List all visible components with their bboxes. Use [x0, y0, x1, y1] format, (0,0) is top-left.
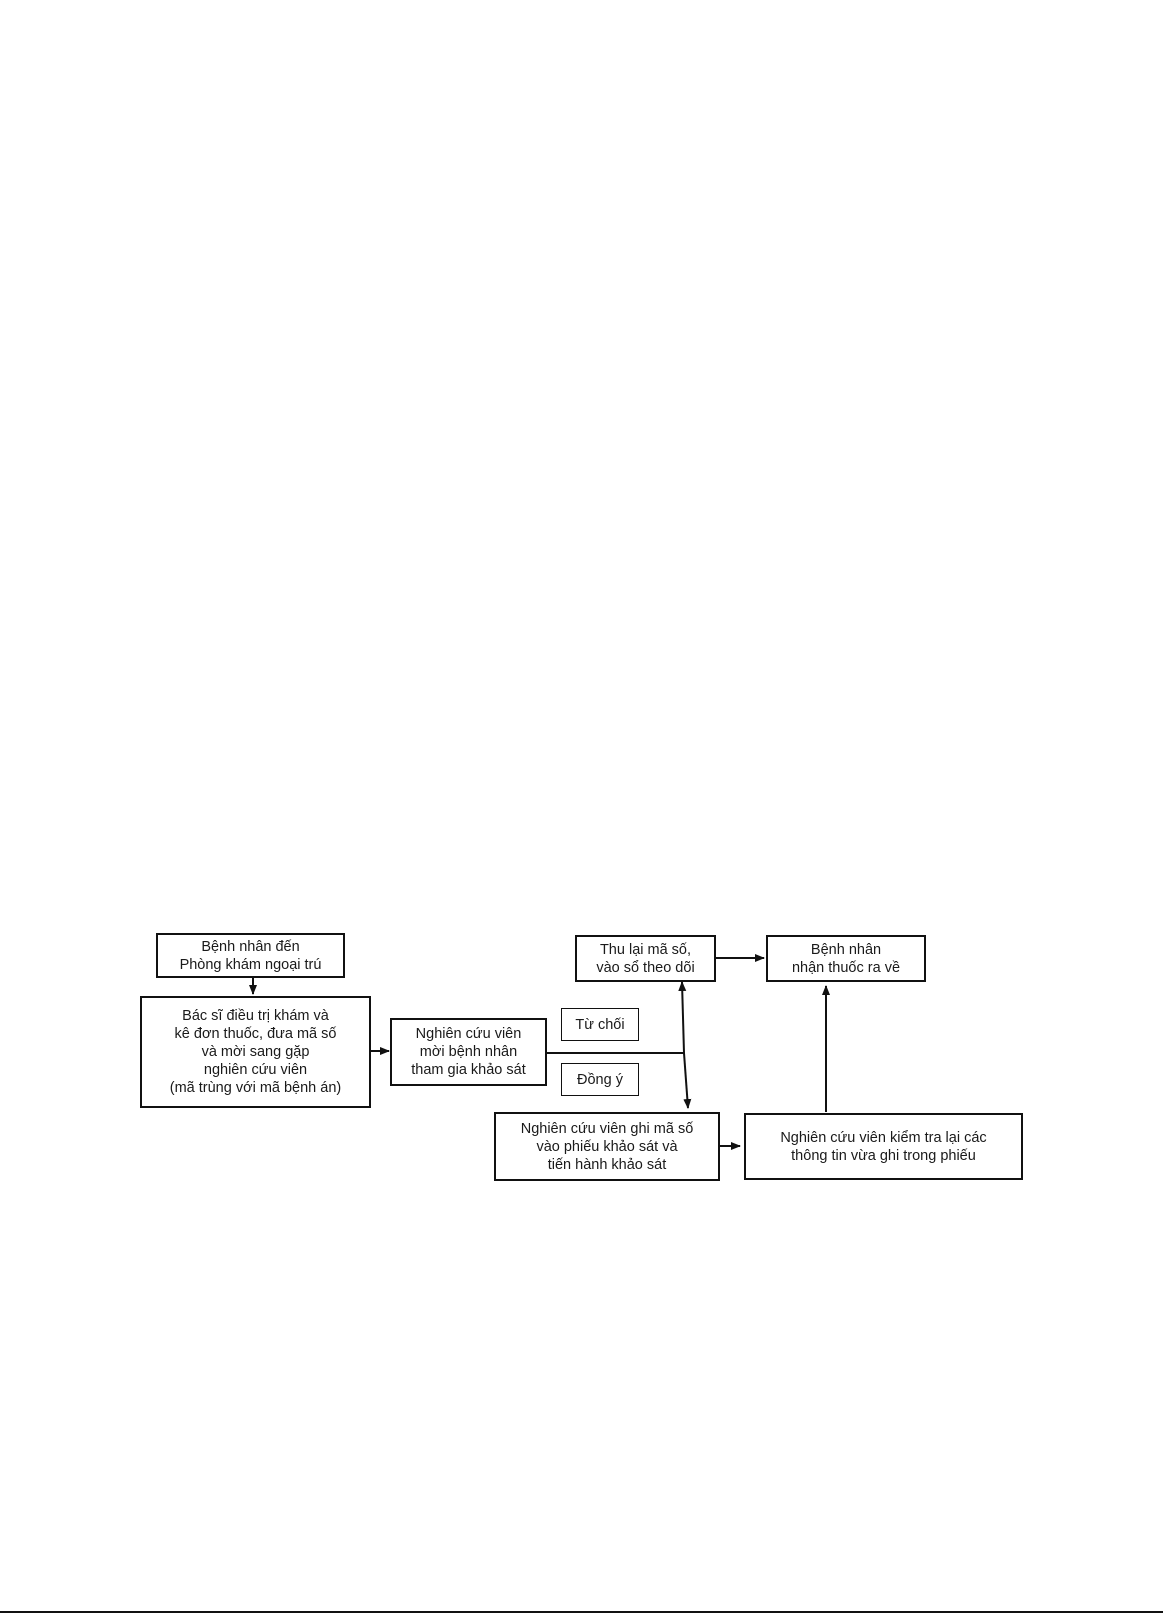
node-verify-info: Nghiên cứu viên kiểm tra lại các thông tin vừa ghi trong phiếu [744, 1113, 1023, 1180]
node-researcher-invite: Nghiên cứu viên mời bệnh nhân tham gia khảo sát [390, 1018, 547, 1086]
branch-label-agree: Đồng ý [561, 1063, 639, 1096]
node-patient-leaves: Bệnh nhân nhận thuốc ra về [766, 935, 926, 982]
branch-label-refuse: Từ chối [561, 1008, 639, 1041]
node-collect-code: Thu lại mã số, vào sổ theo dõi [575, 935, 716, 982]
node-patient-arrives: Bệnh nhân đến Phòng khám ngoại trú [156, 933, 345, 978]
arrow-branch-to-collect [682, 982, 684, 1053]
page-bottom-rule [0, 1611, 1163, 1613]
node-doctor-exam: Bác sĩ điều trị khám và kê đơn thuốc, đưa mã số và mời sang gặp nghiên cứu viên (mã trùng với mã bệnh án) [140, 996, 371, 1108]
node-record-survey: Nghiên cứu viên ghi mã số vào phiếu khảo sát và tiến hành khảo sát [494, 1112, 720, 1181]
arrow-branch-to-record [684, 1053, 688, 1108]
